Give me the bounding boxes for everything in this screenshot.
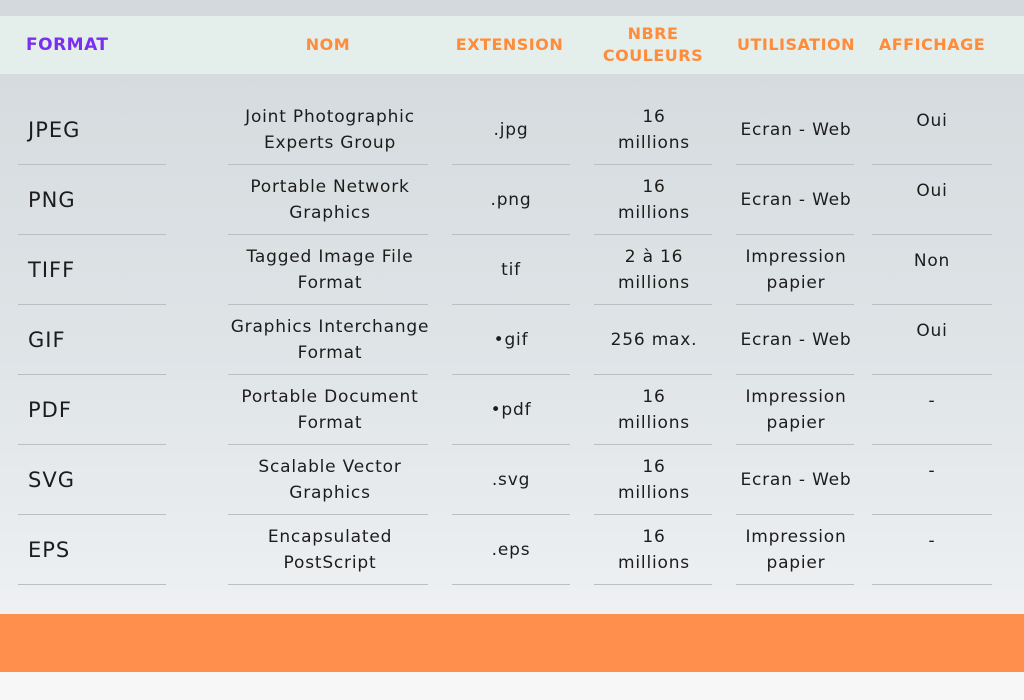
cell-nom: Portable Network Graphics [250,177,410,223]
row-divider [872,164,992,165]
row-divider [452,164,570,165]
cell-format: JPEG [28,118,81,142]
row-divider [736,164,854,165]
header-extension: EXTENSION [455,35,564,54]
cell-nbre-couleurs: 16 millions [618,527,690,573]
row-divider [736,234,854,235]
cell-format: TIFF [28,258,76,282]
cell-utilisation: Impression papier [745,247,847,293]
cell-nbre-couleurs: 2 à 16 millions [618,247,690,293]
header-nom: NOM [305,35,351,54]
cell-extension: .eps [491,540,531,560]
cell-nom: Tagged Image File Format [246,247,414,293]
cell-utilisation: Ecran - Web [740,190,852,210]
cell-extension: .jpg [493,120,529,140]
cell-extension: .svg [491,470,531,490]
row-divider [736,584,854,585]
row-divider [872,514,992,515]
cell-affichage: Oui [916,181,948,201]
row-divider [228,304,428,305]
top-strip [0,0,1024,16]
cell-affichage: - [928,531,936,551]
row-divider [18,164,166,165]
cell-nom: Encapsulated PostScript [267,527,393,573]
row-divider [594,304,712,305]
row-divider [872,234,992,235]
cell-utilisation: Impression papier [745,527,847,573]
row-divider [736,304,854,305]
cell-format: EPS [28,538,71,562]
cell-affichage: - [928,461,936,481]
header-affichage: AFFICHAGE [878,35,986,54]
row-divider [18,514,166,515]
cell-affichage: Oui [916,111,948,131]
cell-utilisation: Ecran - Web [740,330,852,350]
cell-format: GIF [28,328,66,352]
cell-format: SVG [28,468,75,492]
row-divider [872,304,992,305]
row-divider [228,234,428,235]
row-divider [452,374,570,375]
cell-utilisation: Ecran - Web [740,470,852,490]
row-divider [228,584,428,585]
row-divider [736,444,854,445]
row-divider [452,444,570,445]
cell-affichage: Non [913,251,951,271]
row-divider [18,374,166,375]
row-divider [452,584,570,585]
cell-nbre-couleurs: 256 max. [610,330,698,350]
cell-nbre-couleurs: 16 millions [618,387,690,433]
row-divider [594,514,712,515]
row-divider [18,304,166,305]
table-header [0,16,1024,74]
row-divider [594,584,712,585]
row-divider [228,374,428,375]
row-divider [18,234,166,235]
bottom-strip [0,672,1024,700]
row-divider [228,164,428,165]
row-divider [736,374,854,375]
row-divider [594,164,712,165]
row-divider [452,304,570,305]
cell-nbre-couleurs: 16 millions [618,457,690,503]
cell-nom: Joint Photographic Experts Group [245,107,415,153]
row-divider [452,514,570,515]
header-utilisation: UTILISATION [736,35,856,54]
cell-affichage: - [928,391,936,411]
cell-nbre-couleurs: 16 millions [618,177,690,223]
row-divider [594,444,712,445]
row-divider [736,514,854,515]
cell-utilisation: Impression papier [745,387,847,433]
row-divider [872,374,992,375]
row-divider [872,584,992,585]
row-divider [452,234,570,235]
cell-extension: .png [490,190,532,210]
cell-format: PDF [28,398,72,422]
row-divider [594,234,712,235]
cell-nom: Graphics Interchange Format [230,317,430,363]
header-nbre-couleurs: NBRE COULEURS [602,24,704,65]
cell-nbre-couleurs: 16 millions [618,107,690,153]
footer-band [0,614,1024,672]
row-divider [18,584,166,585]
row-divider [594,374,712,375]
row-divider [18,444,166,445]
row-divider [228,444,428,445]
cell-affichage: Oui [916,321,948,341]
cell-nom: Scalable Vector Graphics [258,457,402,503]
cell-nom: Portable Document Format [241,387,419,433]
header-format: FORMAT [26,35,109,55]
cell-utilisation: Ecran - Web [740,120,852,140]
cell-extension: tif [501,260,521,280]
row-divider [228,514,428,515]
cell-extension: •pdf [490,400,532,420]
cell-extension: •gif [493,330,529,350]
cell-format: PNG [28,188,76,212]
row-divider [872,444,992,445]
